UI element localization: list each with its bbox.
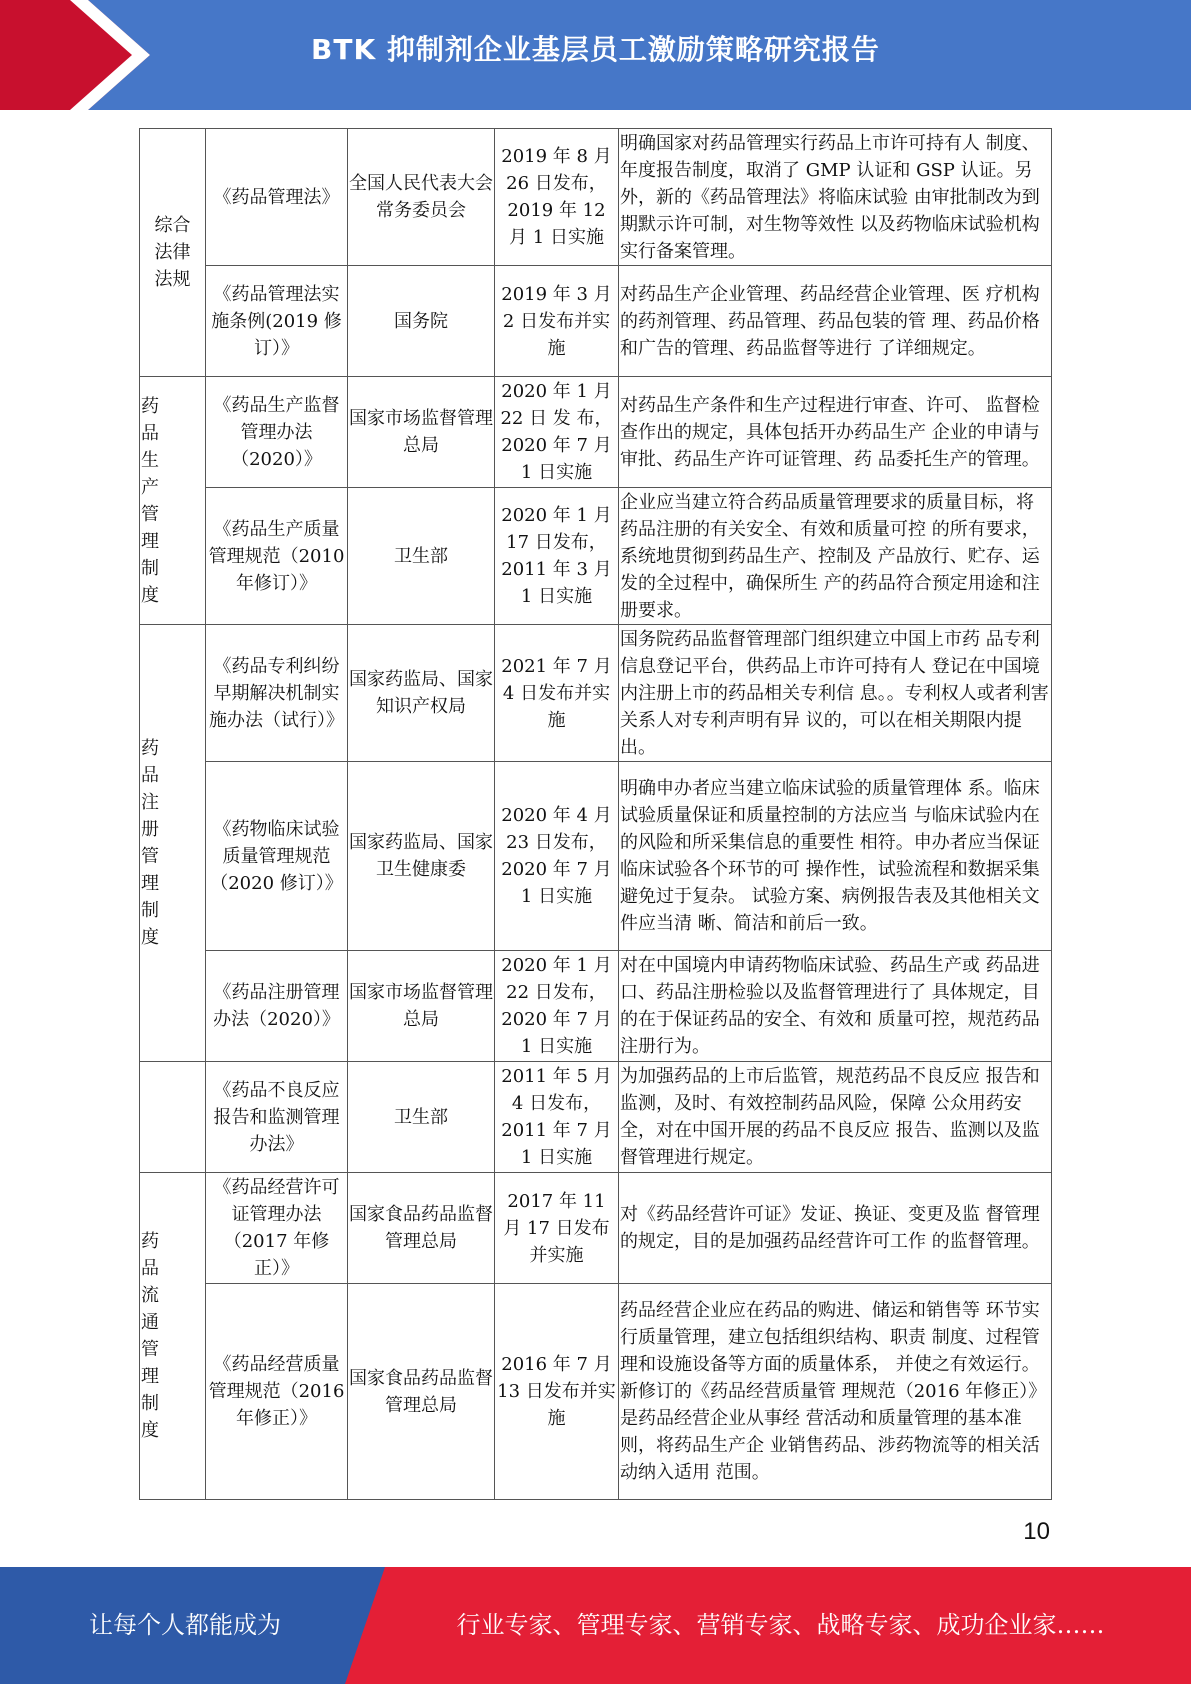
category-cell: 药品流通管理制度 xyxy=(140,1173,206,1500)
issuing-authority: 卫生部 xyxy=(348,1062,495,1173)
effective-date: 2019 年 3 月 2 日发布并实施 xyxy=(495,266,619,377)
regulation-name: 《药品生产质量管理规范（2010 年修订）》 xyxy=(206,488,348,625)
regulation-description: 药品经营企业应在药品的购进、储运和销售等 环节实行质量管理，建立包括组织结构、职责 制度、过程管理和设施设备等方面的质量体系， 并使之有效运行。新修订的《药品经营质量管 理规范（2016 年修正）》是药品经营企业从事经 营活动和质量管理的基本准则，将药品生产企 业销售药品、涉药物流等的相关活动纳入适用 范围。 xyxy=(619,1284,1052,1500)
issuing-authority: 全国人民代表大会常务委员会 xyxy=(348,129,495,266)
report-title: BTK 抑制剂企业基层员工激励策略研究报告 xyxy=(311,33,880,66)
effective-date: 2021 年 7 月 4 日发布并实施 xyxy=(495,625,619,762)
effective-date: 2020 年 4 月 23 日发布，2020 年 7 月 1 日实施 xyxy=(495,762,619,951)
regulation-description: 对在中国境内申请药物临床试验、药品生产或 药品进口、药品注册检验以及监督管理进行了 具体规定，目的在于保证药品的安全、有效和 质量可控，规范药品注册行为。 xyxy=(619,951,1052,1062)
page-header xyxy=(0,0,1191,110)
issuing-authority: 卫生部 xyxy=(348,488,495,625)
regulation-name: 《药品专利纠纷早期解决机制实施办法（试行）》 xyxy=(206,625,348,762)
table-row xyxy=(140,1062,1052,1173)
effective-date: 2016 年 7 月 13 日发布并实施 xyxy=(495,1284,619,1500)
effective-date: 2011 年 5 月 4 日发布，2011 年 7 月 1 日实施 xyxy=(495,1062,619,1173)
table-row xyxy=(140,762,1052,951)
footer-slogan-right: 行业专家、管理专家、营销专家、战略专家、成功企业家…… xyxy=(456,1611,1105,1639)
regulation-description: 明确国家对药品管理实行药品上市许可持有人 制度、年度报告制度，取消了 GMP 认证和 GSP 认证。另外，新的《药品管理法》将临床试验 由审批制改为到期默示许可制，对生物等效性 以及药物临床试验机构实行备案管理。 xyxy=(619,129,1052,266)
regulation-description: 企业应当建立符合药品质量管理要求的质量目标，将药品注册的有关安全、有效和质量可控 的所有要求，系统地贯彻到药品生产、控制及 产品放行、贮存、运发的全过程中，确保所生 产的药品符合预定用途和注册要求。 xyxy=(619,488,1052,625)
category-cell xyxy=(140,1062,206,1173)
issuing-authority: 国家药监局、国家知识产权局 xyxy=(348,625,495,762)
effective-date: 2017 年 11 月 17 日发布并实施 xyxy=(495,1173,619,1284)
page-footer xyxy=(0,1567,1191,1684)
issuing-authority: 国家食品药品监督管理总局 xyxy=(348,1173,495,1284)
regulation-description: 国务院药品监督管理部门组织建立中国上市药 品专利信息登记平台，供药品上市许可持有人 登记在中国境内注册上市的药品相关专利信 息。。专利权人或者利害关系人对专利声明有异 议的，可以在相关期限内提出。 xyxy=(619,625,1052,762)
regulation-description: 为加强药品的上市后监管，规范药品不良反应 报告和监测，及时、有效控制药品风险，保障 公众用药安全，对在中国开展的药品不良反应 报告、监测以及监督管理进行规定。 xyxy=(619,1062,1052,1173)
effective-date: 2020 年 1 月 22 日发布，2020 年 7 月 1 日实施 xyxy=(495,951,619,1062)
page-number: 10 xyxy=(1023,1518,1050,1545)
regulation-name: 《药物临床试验质量管理规范（2020 修订）》 xyxy=(206,762,348,951)
issuing-authority: 国家食品药品监督管理总局 xyxy=(348,1284,495,1500)
regulation-name: 《药品管理法》 xyxy=(206,129,348,266)
regulation-name: 《药品注册管理办法（2020）》 xyxy=(206,951,348,1062)
issuing-authority: 国家药监局、国家卫生健康委 xyxy=(348,762,495,951)
table-row xyxy=(140,488,1052,625)
regulation-description: 对《药品经营许可证》发证、换证、变更及监 督管理的规定，目的是加强药品经营许可工作 的监督管理。 xyxy=(619,1173,1052,1284)
regulation-description: 对药品生产条件和生产过程进行审查、许可、 监督检查作出的规定，具体包括开办药品生产 企业的申请与审批、药品生产许可证管理、药 品委托生产的管理。 xyxy=(619,377,1052,488)
table-row xyxy=(140,951,1052,1062)
issuing-authority: 国家市场监督管理总局 xyxy=(348,377,495,488)
regulation-name: 《药品不良反应报告和监测管理办法》 xyxy=(206,1062,348,1173)
regulation-table xyxy=(139,128,1052,1500)
table-row xyxy=(140,266,1052,377)
category-cell: 药品注册管理制度 xyxy=(140,625,206,1062)
footer-slogan-left: 让每个人都能成为 xyxy=(89,1611,281,1639)
table-row xyxy=(140,1173,1052,1284)
regulation-name: 《药品经营质量管理规范（2016 年修正）》 xyxy=(206,1284,348,1500)
regulation-name: 《药品经营许可证管理办法（2017 年修正）》 xyxy=(206,1173,348,1284)
regulation-name: 《药品生产监督管理办法（2020）》 xyxy=(206,377,348,488)
regulation-name: 《药品管理法实施条例(2019 修订）》 xyxy=(206,266,348,377)
effective-date: 2019 年 8 月 26 日发布，2019 年 12 月 1 日实施 xyxy=(495,129,619,266)
table-row xyxy=(140,377,1052,488)
regulation-description: 明确申办者应当建立临床试验的质量管理体 系。临床试验质量保证和质量控制的方法应当 与临床试验内在的风险和所采集信息的重要性 相符。申办者应当保证临床试验各个环节的可 操作性，试验流程和数据采集避免过于复杂。 试验方案、病例报告表及其他相关文件应当清 晰、简洁和前后一致。 xyxy=(619,762,1052,951)
category-cell: 药品生产管理制度 xyxy=(140,377,206,625)
effective-date: 2020 年 1 月 22 日 发 布，2020 年 7 月 1 日实施 xyxy=(495,377,619,488)
effective-date: 2020 年 1 月 17 日发布，2011 年 3 月 1 日实施 xyxy=(495,488,619,625)
table-row xyxy=(140,1284,1052,1500)
table-row xyxy=(140,129,1052,266)
category-cell: 综合法律法规 xyxy=(140,129,206,377)
issuing-authority: 国家市场监督管理总局 xyxy=(348,951,495,1062)
table-row xyxy=(140,625,1052,762)
regulation-description: 对药品生产企业管理、药品经营企业管理、医 疗机构的药剂管理、药品管理、药品包装的管 理、药品价格和广告的管理、药品监督等进行 了详细规定。 xyxy=(619,266,1052,377)
issuing-authority: 国务院 xyxy=(348,266,495,377)
